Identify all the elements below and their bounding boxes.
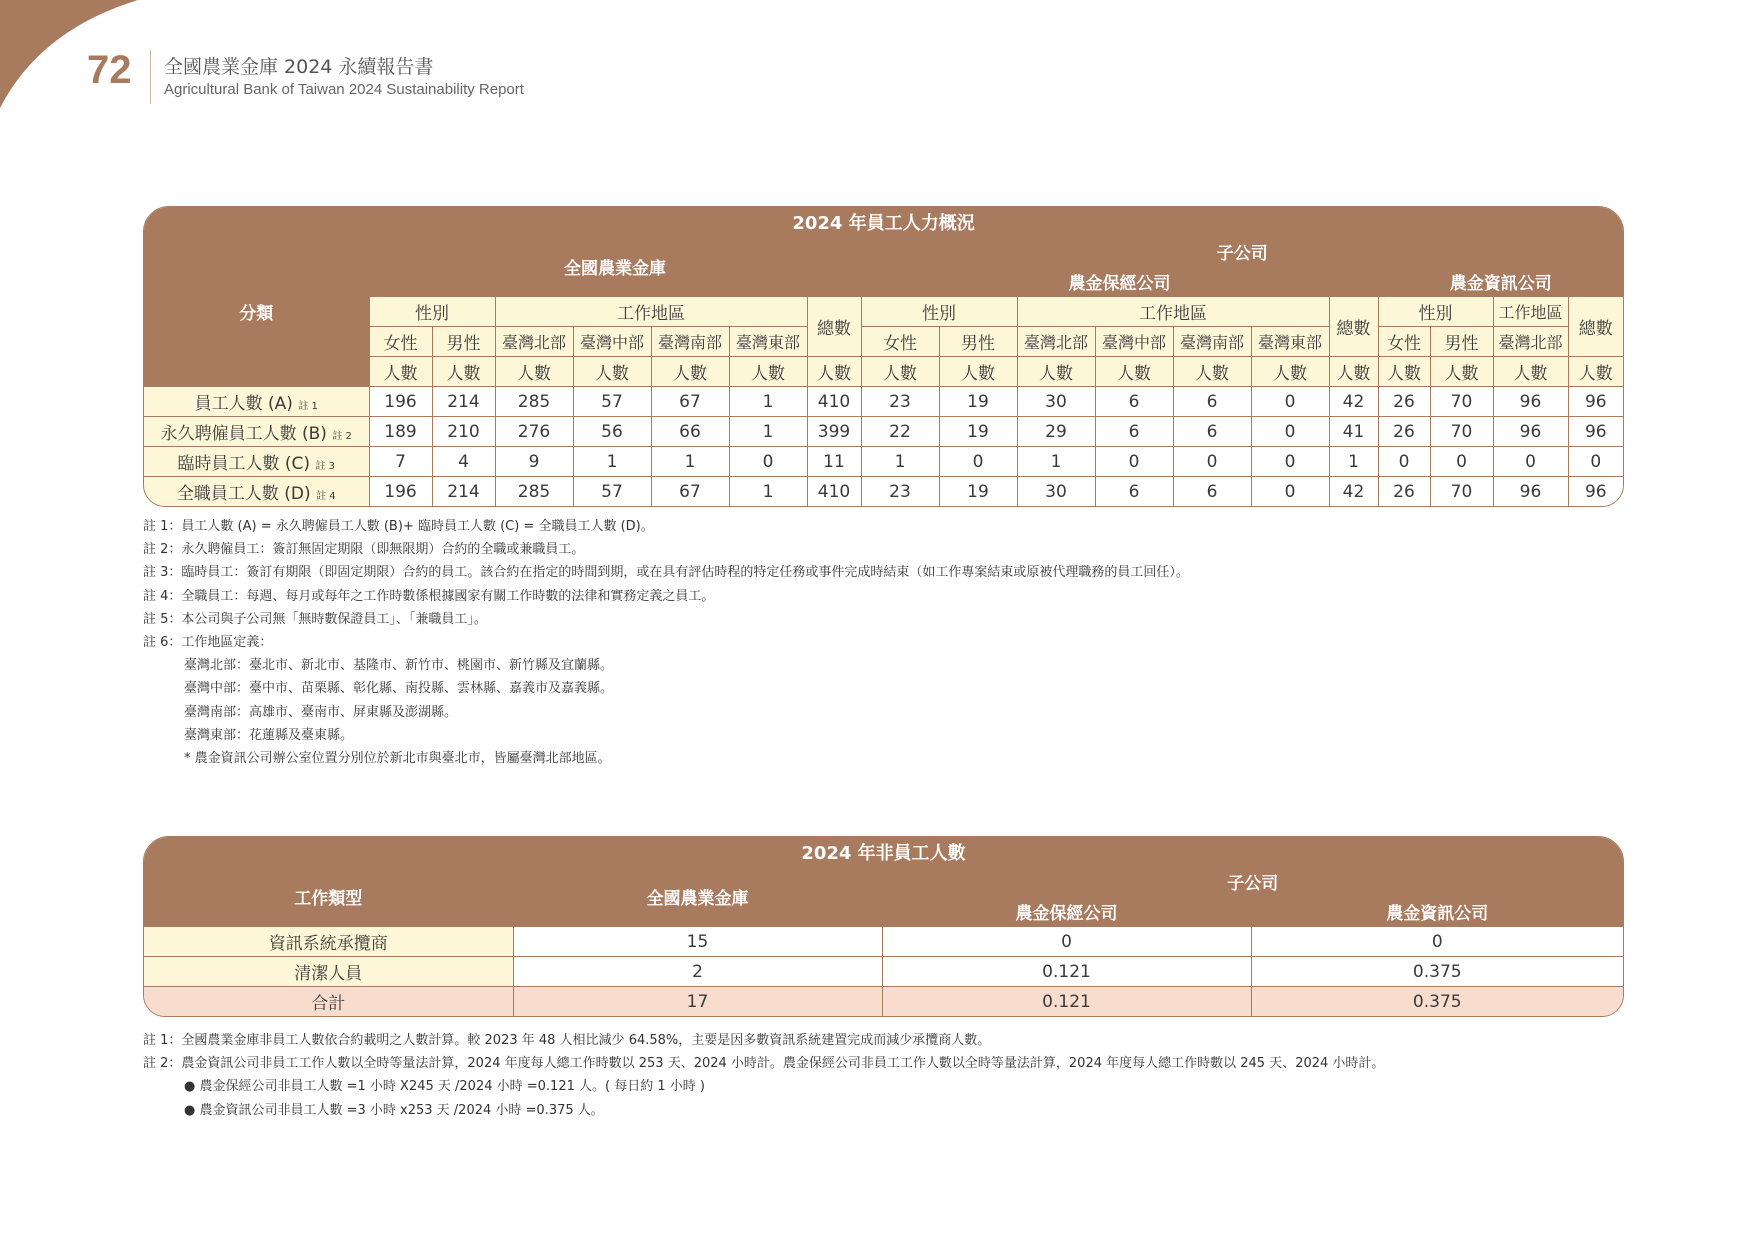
note-line-indented: ● 農金資訊公司非員工人數 =3 小時 x253 天 /2024 小時 =0.375 人。 — [184, 1102, 604, 1118]
data-cell: 30 — [1017, 387, 1095, 417]
insurance-header: 農金保經公司 — [861, 267, 1378, 297]
row-label-text: 全職員工人數 (D) — [176, 484, 311, 504]
data-cell: 70 — [1430, 477, 1493, 507]
north-header: 臺灣北部 — [1493, 327, 1568, 357]
data-cell: 1 — [729, 387, 807, 417]
data-cell: 57 — [573, 477, 651, 507]
data-cell: 196 — [369, 387, 432, 417]
unit-header: 人數 — [651, 357, 729, 387]
data-cell: 96 — [1568, 417, 1623, 447]
region-header: 工作地區 — [495, 297, 807, 327]
gender-header: 性別 — [1378, 297, 1493, 327]
south-header: 臺灣南部 — [651, 327, 729, 357]
data-cell: 9 — [495, 447, 573, 477]
data-cell: 1 — [573, 447, 651, 477]
data-cell: 0 — [1173, 447, 1251, 477]
row-note-tag: 註 1 — [298, 401, 318, 412]
data-cell: 96 — [1493, 387, 1568, 417]
row-label-text: 員工人數 (A) — [194, 394, 293, 414]
table-row — [144, 417, 1623, 447]
data-cell: 19 — [939, 477, 1017, 507]
male-header: 男性 — [1430, 327, 1493, 357]
total-cell: 0.121 — [882, 987, 1251, 1017]
east-header: 臺灣東部 — [729, 327, 807, 357]
table1-notes — [143, 515, 1189, 770]
data-cell: 23 — [861, 477, 939, 507]
row-label — [144, 477, 369, 507]
data-cell: 26 — [1378, 477, 1430, 507]
note-line: 註 2：永久聘僱員工：簽訂無固定期限（即無限期）合約的全職或兼職員工。 — [143, 542, 585, 558]
total-label: 合計 — [144, 987, 513, 1017]
data-cell: 0 — [939, 447, 1017, 477]
data-cell: 67 — [651, 387, 729, 417]
data-cell: 30 — [1017, 477, 1095, 507]
data-cell: 0 — [1251, 387, 1329, 417]
note-line-indented: ● 農金保經公司非員工人數 =1 小時 X245 天 /2024 小時 =0.121 人。( 每日約 1 小時 ) — [184, 1079, 705, 1095]
unit-header: 人數 — [729, 357, 807, 387]
central-header: 臺灣中部 — [1095, 327, 1173, 357]
data-cell: 0 — [1251, 417, 1329, 447]
total-header: 總數 — [1329, 297, 1378, 357]
total-row — [144, 987, 1623, 1017]
data-cell: 0.121 — [882, 957, 1251, 987]
data-cell: 0 — [729, 447, 807, 477]
note-line-indented: 臺灣南部：高雄市、臺南市、屏東縣及澎湖縣。 — [184, 704, 458, 720]
unit-header: 人數 — [1173, 357, 1251, 387]
data-cell: 96 — [1493, 417, 1568, 447]
region-header: 工作地區 — [1017, 297, 1329, 327]
data-cell: 19 — [939, 387, 1017, 417]
data-cell: 0.375 — [1251, 957, 1623, 987]
row-label: 清潔人員 — [144, 957, 513, 987]
unit-header: 人數 — [1017, 357, 1095, 387]
unit-header: 人數 — [1251, 357, 1329, 387]
data-cell: 0 — [1493, 447, 1568, 477]
row-note-tag: 註 2 — [332, 431, 352, 442]
row-label: 資訊系統承攬商 — [144, 927, 513, 957]
note-line-indented: 臺灣北部：臺北市、新北市、基隆市、新竹市、桃園市、新竹縣及宜蘭縣。 — [184, 658, 614, 674]
data-cell: 4 — [432, 447, 495, 477]
category-header: 分類 — [144, 237, 369, 387]
note-line: 註 4：全職員工：每週、每月或每年之工作時數係根據國家有關工作時數的法律和實務定義之員工。 — [143, 588, 715, 604]
row-label — [144, 417, 369, 447]
data-cell: 285 — [495, 477, 573, 507]
total-cell: 0.375 — [1251, 987, 1623, 1017]
row-label-text: 臨時員工人數 (C) — [177, 454, 311, 474]
data-cell: 96 — [1568, 387, 1623, 417]
gender-header: 性別 — [861, 297, 1017, 327]
data-cell: 1 — [651, 447, 729, 477]
unit-header: 人數 — [1329, 357, 1378, 387]
data-cell: 214 — [432, 477, 495, 507]
data-cell: 57 — [573, 387, 651, 417]
note-line: 註 1：員工人數 (A) = 永久聘僱員工人數 (B)+ 臨時員工人數 (C) = 全職員工人數 (D)。 — [143, 519, 654, 534]
report-title-zh: 全國農業金庫 2024 永續報告書 — [164, 56, 434, 78]
report-title-en: Agricultural Bank of Taiwan 2024 Sustainability Report — [164, 81, 524, 98]
employee-overview-table — [143, 206, 1624, 507]
table-row — [144, 387, 1623, 417]
data-cell: 0 — [1251, 927, 1623, 957]
unit-header: 人數 — [861, 357, 939, 387]
work-type-header: 工作類型 — [144, 867, 513, 927]
female-header: 女性 — [861, 327, 939, 357]
table-row — [144, 447, 1623, 477]
note-line: 註 3：臨時員工：簽訂有期限（即固定期限）合約的員工。該合約在指定的時間到期，或在具有評估時程的特定任務或事件完成時結束（如工作專案結束或原被代理職務的員工回任）。 — [143, 565, 1189, 581]
note-line: 註 1：全國農業金庫非員工人數依合約載明之人數計算。較 2023 年 48 人相比減少 64.58%，主要是因多數資訊系統建置完成而減少承攬商人數。 — [143, 1033, 991, 1048]
data-cell: 56 — [573, 417, 651, 447]
data-cell: 410 — [807, 387, 861, 417]
non-employee-table — [143, 836, 1624, 1017]
data-cell: 214 — [432, 387, 495, 417]
south-header: 臺灣南部 — [1173, 327, 1251, 357]
unit-header: 人數 — [1378, 357, 1430, 387]
it-header: 農金資訊公司 — [1378, 267, 1623, 297]
data-cell: 7 — [369, 447, 432, 477]
region-header: 工作地區 — [1493, 297, 1568, 327]
data-cell: 15 — [513, 927, 882, 957]
insurance-header: 農金保經公司 — [882, 897, 1251, 927]
gender-header: 性別 — [369, 297, 495, 327]
east-header: 臺灣東部 — [1251, 327, 1329, 357]
subsidiary-header: 子公司 — [861, 237, 1623, 267]
data-cell: 285 — [495, 387, 573, 417]
data-cell: 1 — [729, 417, 807, 447]
data-cell: 26 — [1378, 387, 1430, 417]
data-cell: 0 — [1095, 447, 1173, 477]
data-cell: 1 — [1017, 447, 1095, 477]
bank-header: 全國農業金庫 — [369, 237, 861, 297]
data-cell: 19 — [939, 417, 1017, 447]
row-label — [144, 387, 369, 417]
data-cell: 70 — [1430, 417, 1493, 447]
data-cell: 0 — [1568, 447, 1623, 477]
total-header: 總數 — [1568, 297, 1623, 357]
unit-header: 人數 — [1568, 357, 1623, 387]
data-cell: 6 — [1173, 477, 1251, 507]
data-cell: 26 — [1378, 417, 1430, 447]
data-cell: 42 — [1329, 477, 1378, 507]
data-cell: 0 — [882, 927, 1251, 957]
data-cell: 67 — [651, 477, 729, 507]
row-label-text: 永久聘僱員工人數 (B) — [160, 424, 327, 444]
data-cell: 6 — [1173, 387, 1251, 417]
data-cell: 410 — [807, 477, 861, 507]
data-cell: 42 — [1329, 387, 1378, 417]
unit-header: 人數 — [369, 357, 432, 387]
note-line: 註 2：農金資訊公司非員工工作人數以全時等量法計算，2024 年度每人總工作時數以 253 天、2024 小時計。農金保經公司非員工工作人數以全時等量法計算，2024 年度每人總工作時數以 245 天、2024 小時計。 — [143, 1056, 1385, 1072]
male-header: 男性 — [432, 327, 495, 357]
unit-header: 人數 — [573, 357, 651, 387]
table-caption: 2024 年員工人力概況 — [144, 207, 1623, 237]
north-header: 臺灣北部 — [495, 327, 573, 357]
note-line-indented: * 農金資訊公司辦公室位置分別位於新北市與臺北市，皆屬臺灣北部地區。 — [184, 751, 611, 767]
data-cell: 70 — [1430, 387, 1493, 417]
unit-header: 人數 — [495, 357, 573, 387]
data-cell: 1 — [861, 447, 939, 477]
unit-header: 人數 — [807, 357, 861, 387]
data-cell: 0 — [1430, 447, 1493, 477]
data-cell: 196 — [369, 477, 432, 507]
data-cell: 11 — [807, 447, 861, 477]
unit-header: 人數 — [432, 357, 495, 387]
data-cell: 1 — [1329, 447, 1378, 477]
data-cell: 29 — [1017, 417, 1095, 447]
row-label — [144, 447, 369, 477]
data-cell: 276 — [495, 417, 573, 447]
data-cell: 189 — [369, 417, 432, 447]
note-line-indented: 臺灣東部：花蓮縣及臺東縣。 — [184, 727, 354, 743]
unit-header: 人數 — [1493, 357, 1568, 387]
data-cell: 41 — [1329, 417, 1378, 447]
data-cell: 0 — [1378, 447, 1430, 477]
unit-header: 人數 — [939, 357, 1017, 387]
row-note-tag: 註 4 — [316, 491, 336, 502]
table-row — [144, 477, 1623, 507]
data-cell: 1 — [729, 477, 807, 507]
unit-header: 人數 — [1095, 357, 1173, 387]
total-header: 總數 — [807, 297, 861, 357]
page-number: 72 — [87, 48, 132, 92]
table2-notes — [143, 1029, 1384, 1122]
data-cell: 96 — [1568, 477, 1623, 507]
row-note-tag: 註 3 — [315, 461, 335, 472]
data-cell: 96 — [1493, 477, 1568, 507]
data-cell: 23 — [861, 387, 939, 417]
it-header: 農金資訊公司 — [1251, 897, 1623, 927]
table-row — [144, 927, 1623, 957]
data-cell: 6 — [1095, 477, 1173, 507]
data-cell: 6 — [1173, 417, 1251, 447]
data-cell: 6 — [1095, 387, 1173, 417]
unit-header: 人數 — [1430, 357, 1493, 387]
data-cell: 66 — [651, 417, 729, 447]
data-cell: 6 — [1095, 417, 1173, 447]
data-cell: 22 — [861, 417, 939, 447]
data-cell: 0 — [1251, 447, 1329, 477]
subsidiary-header: 子公司 — [882, 867, 1623, 897]
female-header: 女性 — [369, 327, 432, 357]
table-row — [144, 957, 1623, 987]
data-cell: 399 — [807, 417, 861, 447]
note-line-indented: 臺灣中部：臺中市、苗栗縣、彰化縣、南投縣、雲林縣、嘉義市及嘉義縣。 — [184, 681, 614, 697]
header-divider — [150, 50, 151, 104]
data-cell: 2 — [513, 957, 882, 987]
north-header: 臺灣北部 — [1017, 327, 1095, 357]
note-line: 註 6：工作地區定義： — [143, 635, 273, 651]
note-line: 註 5：本公司與子公司無「無時數保證員工」、「兼職員工」。 — [143, 611, 487, 627]
female-header: 女性 — [1378, 327, 1430, 357]
central-header: 臺灣中部 — [573, 327, 651, 357]
table-caption: 2024 年非員工人數 — [144, 837, 1623, 867]
data-cell: 210 — [432, 417, 495, 447]
bank-header: 全國農業金庫 — [513, 867, 882, 927]
male-header: 男性 — [939, 327, 1017, 357]
total-cell: 17 — [513, 987, 882, 1017]
data-cell: 0 — [1251, 477, 1329, 507]
